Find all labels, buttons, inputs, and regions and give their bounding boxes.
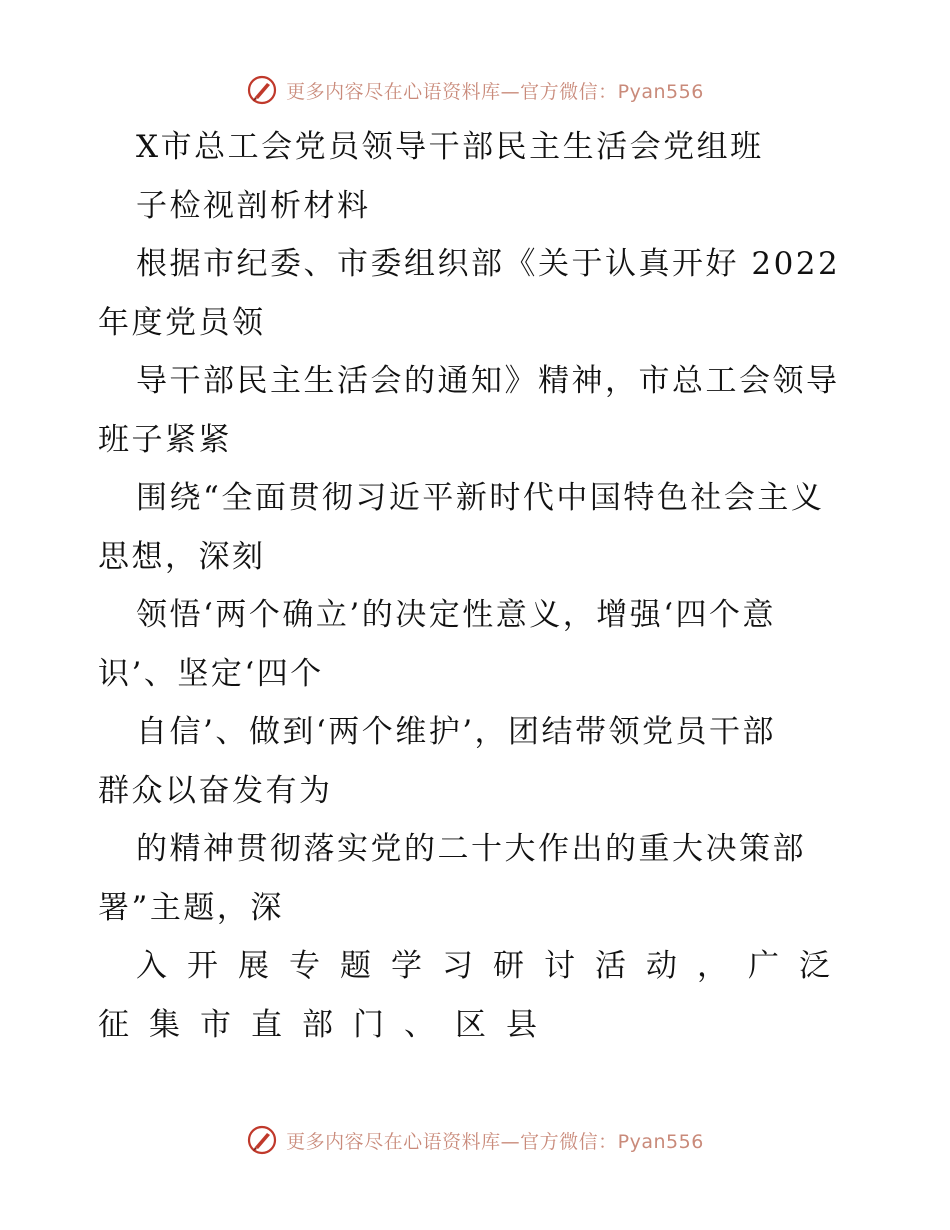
footer-watermark-banner — [0, 1120, 950, 1160]
paragraph-line: 围绕“全面贯彻习近平新时代中国特色社会主义 — [136, 480, 825, 516]
header-watermark-banner — [0, 70, 950, 110]
paragraph-line: 署”主题，深 — [98, 889, 284, 926]
quill-pen-logo-icon — [246, 74, 278, 106]
paragraph-line: 自信’、做到‘两个维护’，团结带领党员干部 — [136, 714, 777, 750]
document-body — [98, 118, 858, 1054]
quill-pen-logo-icon — [246, 1124, 278, 1156]
paragraph-line: 识’、坚定‘四个 — [98, 655, 324, 692]
paragraph-line: 领悟‘两个确立’的决定性意义，增强‘四个意 — [136, 597, 777, 633]
watermark-text: 更多内容尽在心语资料库—官方微信：Pyan556 — [286, 1130, 704, 1153]
paragraph-line: 根据市纪委、市委组织部《关于认真开好 2022 — [136, 246, 841, 282]
paragraph-line: 群众以奋发有为 — [98, 772, 333, 809]
paragraph-line: 的精神贯彻落实党的二十大作出的重大决策部 — [136, 831, 806, 867]
paragraph-line: 入开展专题学习研讨活动，广泛 — [136, 948, 850, 984]
paragraph-line: 导干部民主生活会的通知》精神，市总工会领导 — [136, 363, 840, 399]
paragraph-line: 班子紧紧 — [98, 421, 232, 458]
title-line-1: X市总工会党员领导干部民主生活会党组班 — [136, 129, 764, 165]
paragraph-line: 征集市直部门、区县 — [98, 1006, 557, 1043]
watermark-text: 更多内容尽在心语资料库—官方微信：Pyan556 — [286, 80, 704, 103]
title-line-2: 子检视剖析材料 — [136, 187, 371, 224]
paragraph-line: 年度党员领 — [98, 304, 266, 341]
paragraph-line: 思想，深刻 — [98, 538, 266, 575]
